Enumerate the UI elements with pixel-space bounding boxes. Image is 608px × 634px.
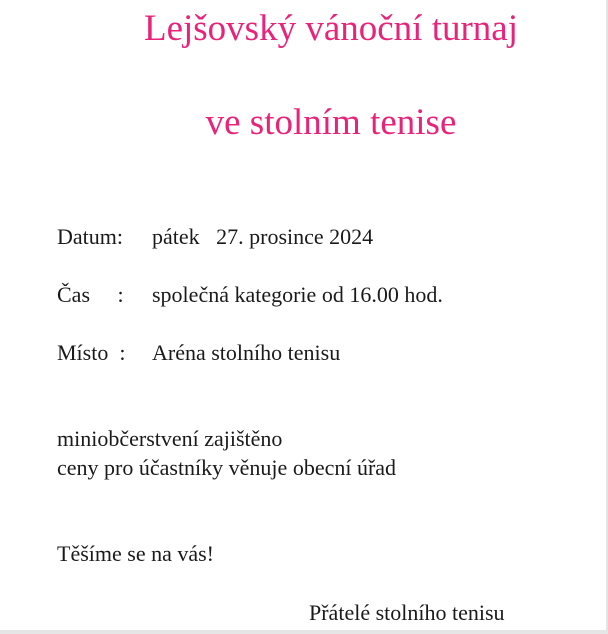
title-line-1: Lejšovský vánoční turnaj (143, 8, 519, 49)
place-value: Aréna stolního tenisu (152, 340, 341, 365)
place-row (57, 339, 340, 367)
note-refreshments: miniobčerstvení zajištěno (57, 426, 283, 451)
signature: Přátelé stolního tenisu (309, 600, 505, 625)
time-row (57, 281, 443, 309)
greeting: Těšíme se na vás! (57, 541, 214, 566)
time-value: společná kategorie od 16.00 hod. (152, 282, 443, 307)
time-label: Čas : (57, 282, 124, 307)
title-line-2: ve stolním tenise (205, 102, 457, 143)
date-value: pátek 27. prosince 2024 (152, 224, 374, 249)
note-prizes: ceny pro účastníky věnuje obecní úřad (57, 455, 397, 480)
place-label: Místo : (57, 340, 126, 365)
date-row (57, 223, 373, 251)
date-label: Datum: (57, 224, 123, 249)
